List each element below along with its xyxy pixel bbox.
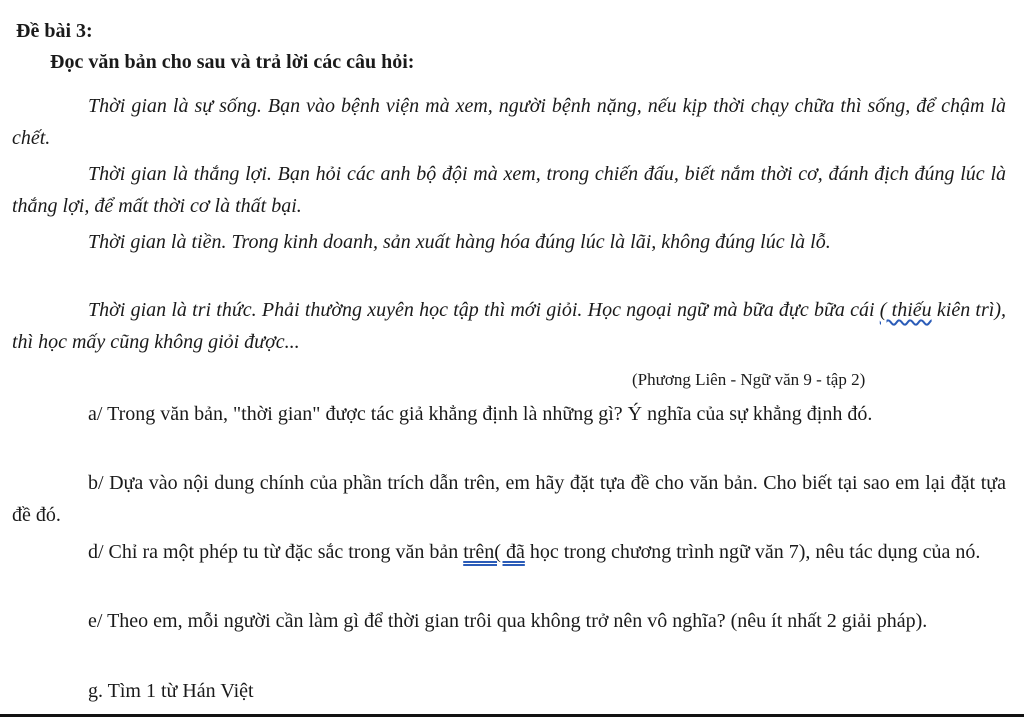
question-d-text-end: học trong chương trình ngữ văn 7), nêu tác dụng của nó. bbox=[524, 541, 981, 563]
passage-p4-text-end: kiên trì), thì học mấy cũng không giỏi được... bbox=[12, 299, 1006, 353]
passage-paragraph-2: Thời gian là thắng lợi. Bạn hỏi các anh bộ đội mà xem, trong chiến đấu, biết nắm thời cơ, đánh địch đúng lúc là thắng lợi, để mất thời cơ là thất bại. bbox=[12, 163, 1006, 217]
question-b: b/ Dựa vào nội dung chính của phần trích dẫn trên, em hãy đặt tựa đề cho văn bản. Cho biết tại sao em lại đặt tựa đề đó. bbox=[12, 472, 1006, 526]
question-a: a/ Trong văn bản, "thời gian" được tác giả khẳng định là những gì? Ý nghĩa của sự khẳng định đó. bbox=[88, 403, 873, 425]
exercise-title: Đề bài 3: bbox=[16, 20, 93, 42]
spellcheck-wavy-underline: ( thiếu bbox=[879, 299, 932, 321]
question-e: e/ Theo em, mỗi người cần làm gì để thời gian trôi qua không trở nên vô nghĩa? (nêu ít nhất 2 giải pháp). bbox=[88, 610, 928, 632]
passage-paragraph-1: Thời gian là sự sống. Bạn vào bệnh viện mà xem, người bệnh nặng, nếu kịp thời chạy chữa thì sống, để chậm là chết. bbox=[12, 95, 1006, 149]
source-citation: (Phương Liên - Ngữ văn 9 - tập 2) bbox=[632, 370, 866, 389]
question-d-text-start: d/ Chỉ ra một phép tu từ đặc sắc trong văn bản bbox=[88, 541, 464, 563]
question-d bbox=[12, 536, 1006, 568]
passage-paragraph-3: Thời gian là tiền. Trong kinh doanh, sản xuất hàng hóa đúng lúc là lãi, không đúng lúc là lỗ. bbox=[88, 231, 831, 253]
bottom-border-line bbox=[0, 714, 1024, 717]
passage-paragraph-4 bbox=[12, 294, 1006, 358]
grammar-double-underline: trên( đã bbox=[463, 541, 525, 563]
question-g: g. Tìm 1 từ Hán Việt bbox=[88, 680, 254, 702]
reading-instruction: Đọc văn bản cho sau và trả lời các câu hỏi: bbox=[50, 51, 415, 73]
passage-p4-text-start: Thời gian là tri thức. Phải thường xuyên học tập thì mới giỏi. Học ngoại ngữ mà bữa đực bữa cái bbox=[88, 299, 880, 321]
